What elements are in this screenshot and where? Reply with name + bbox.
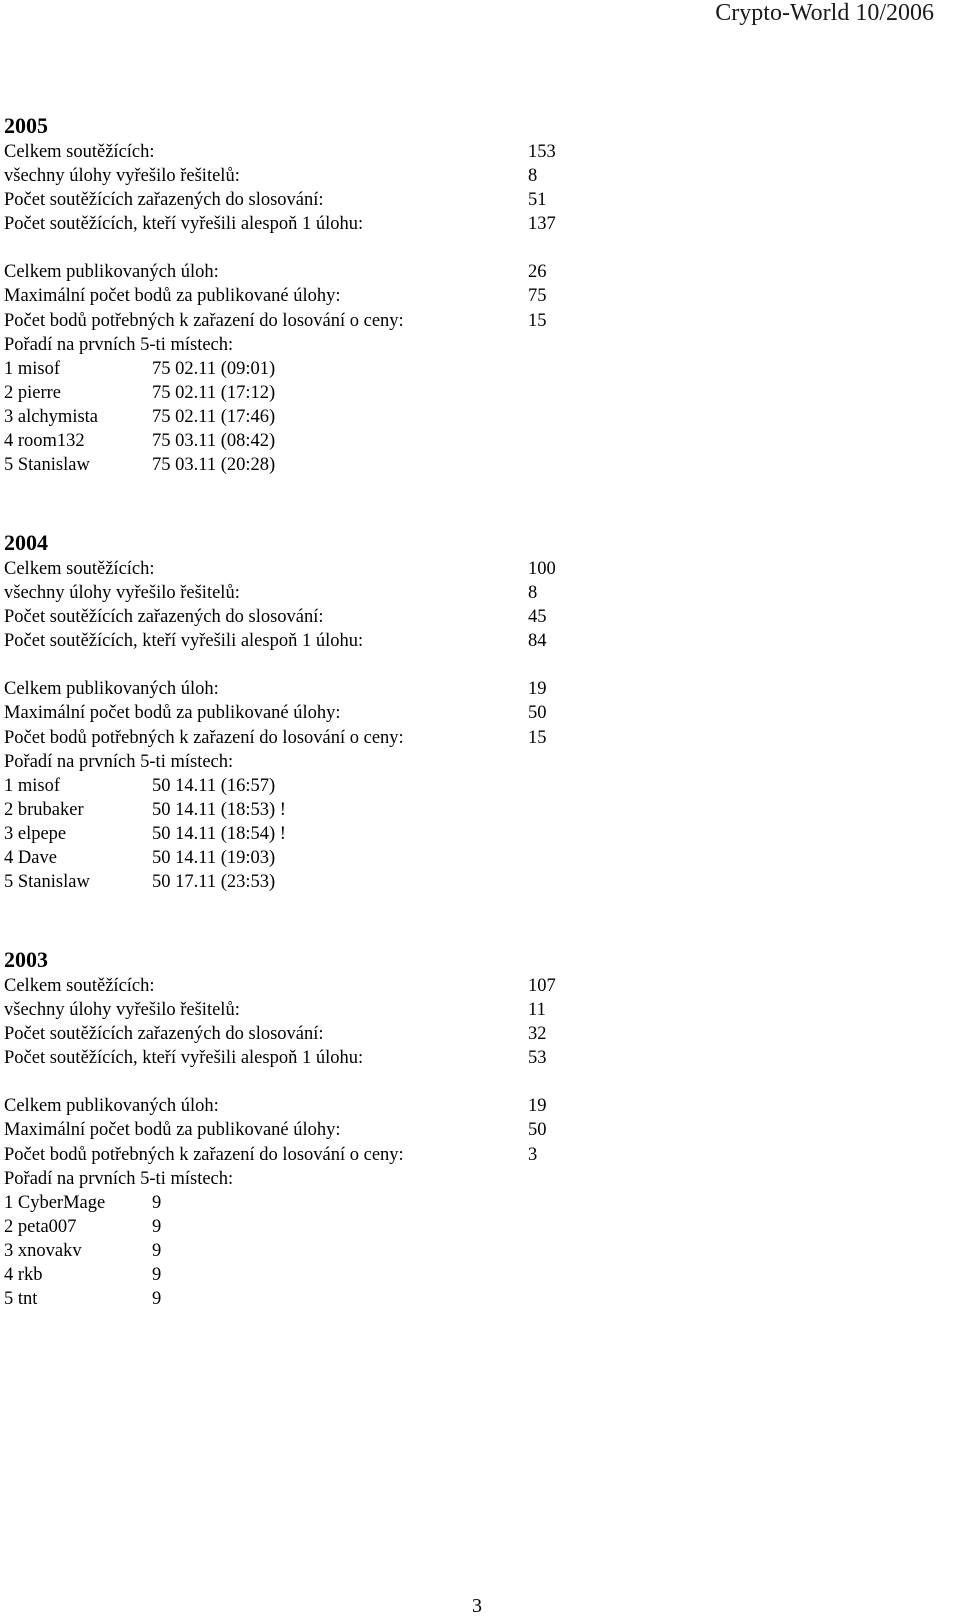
stat-value: 26 [528,262,547,283]
ranking-result: 9 [152,1240,162,1261]
stat-label: Počet soutěžících zařazených do slosování: [4,1024,324,1045]
stat-label: Maximální počet bodů za publikované úlohy: [4,703,341,724]
stat-value: 75 [528,286,547,307]
stat-label: Počet soutěžících, kteří vyřešili alespoň 1 úlohu: [4,631,364,652]
ranking-name: 1 misof [4,775,61,796]
ranking-row [4,870,564,894]
ranking-name: 4 rkb [4,1265,43,1286]
stat-row [4,998,564,1022]
stat-value: 15 [528,310,547,331]
ranking-result: 50 14.11 (19:03) [152,848,276,869]
ranking-row [4,1287,564,1311]
stat-row [4,284,564,308]
stat-row [4,557,564,581]
stat-value: 50 [528,703,547,724]
ranking-row [4,1191,564,1215]
stat-label: Celkem soutěžících: [4,559,155,579]
stat-label: Celkem publikovaných úloh: [4,679,219,700]
stat-row [4,629,564,653]
stat-label: Počet soutěžících, kteří vyřešili alespoň 1 úlohu: [4,214,364,235]
ranking-result: 9 [152,1265,162,1286]
stat-row [4,1143,564,1167]
spacer [4,1070,564,1094]
stat-row [4,164,564,188]
ranking-row [4,453,564,477]
ranking-title: Pořadí na prvních 5-ti místech: [4,1168,234,1189]
ranking-name: 5 tnt [4,1289,38,1310]
ranking-row [4,774,564,798]
stat-row [4,677,564,701]
stat-row [4,974,564,998]
stat-value: 8 [528,583,538,604]
stat-row [4,701,564,725]
ranking-name: 2 peta007 [4,1216,77,1237]
ranking-result: 50 14.11 (18:53) ! [152,799,286,820]
ranking-result: 75 02.11 (17:46) [152,406,276,427]
ranking-name: 5 Stanislaw [4,455,90,476]
stat-label: Počet soutěžících, kteří vyřešili alespoň 1 úlohu: [4,1048,364,1069]
ranking-result: 75 03.11 (20:28) [152,455,276,476]
stat-label: Počet bodů potřebných k zařazení do losování o ceny: [4,1144,404,1165]
ranking-result: 50 17.11 (23:53) [152,872,276,893]
stat-row [4,1022,564,1046]
results-2004 [4,530,564,894]
stat-label: Počet soutěžících zařazených do slosování: [4,190,324,211]
stat-label: všechny úlohy vyřešilo řešitelů: [4,1000,240,1021]
ranking-name: 5 Stanislaw [4,872,90,893]
stat-value: 51 [528,190,547,211]
stat-value: 107 [528,976,556,996]
ranking-row [4,1239,564,1263]
stat-label: všechny úlohy vyřešilo řešitelů: [4,166,240,187]
page-number: 3 [472,1595,482,1617]
stat-label: Počet soutěžících zařazených do slosování: [4,607,324,628]
year-heading: 2005 [4,113,48,138]
stat-label: Maximální počet bodů za publikované úlohy: [4,286,341,307]
stat-label: Celkem publikovaných úloh: [4,262,219,283]
ranking-result: 50 14.11 (16:57) [152,775,276,796]
stat-value: 11 [528,1000,546,1021]
stat-value: 19 [528,679,547,700]
ranking-name: 1 CyberMage [4,1192,106,1213]
ranking-result: 75 02.11 (17:12) [152,382,276,403]
running-header: Crypto-World 10/2006 [715,0,934,26]
ranking-title: Pořadí na prvních 5-ti místech: [4,751,234,772]
stat-value: 153 [528,142,556,162]
stat-row [4,212,564,236]
ranking-result: 50 14.11 (18:54) ! [152,823,286,844]
ranking-result: 9 [152,1289,162,1310]
ranking-title: Pořadí na prvních 5-ti místech: [4,334,234,355]
ranking-row [4,357,564,381]
ranking-row [4,822,564,846]
ranking-result: 75 02.11 (09:01) [152,358,276,379]
stat-label: Celkem soutěžících: [4,976,155,996]
ranking-row [4,846,564,870]
year-heading: 2004 [4,530,48,555]
ranking-row [4,1263,564,1287]
ranking-row [4,429,564,453]
ranking-name: 4 room132 [4,431,85,452]
ranking-name: 4 Dave [4,848,57,869]
results-2005 [4,113,564,477]
stat-row [4,1118,564,1142]
ranking-row [4,798,564,822]
stat-value: 50 [528,1120,547,1141]
stat-label: Maximální počet bodů za publikované úlohy: [4,1120,341,1141]
stat-value: 15 [528,727,547,748]
stat-row [4,726,564,750]
stat-row [4,309,564,333]
ranking-result: 75 03.11 (08:42) [152,431,276,452]
ranking-name: 1 misof [4,358,61,379]
ranking-name: 3 alchymista [4,406,99,427]
spacer [4,653,564,677]
stat-value: 32 [528,1024,547,1045]
ranking-name: 3 elpepe [4,823,67,844]
stat-row [4,605,564,629]
ranking-name: 3 xnovakv [4,1240,82,1261]
stat-label: Počet bodů potřebných k zařazení do losování o ceny: [4,727,404,748]
stat-value: 3 [528,1144,538,1165]
stat-row [4,581,564,605]
results-2003 [4,947,564,1311]
stat-label: všechny úlohy vyřešilo řešitelů: [4,583,240,604]
stat-row [4,1046,564,1070]
stat-value: 100 [528,559,556,579]
stat-value: 19 [528,1096,547,1117]
ranking-result: 9 [152,1216,162,1237]
stat-row [4,188,564,212]
stat-row [4,260,564,284]
stat-row [4,140,564,164]
year-heading: 2003 [4,947,48,972]
stat-value: 137 [528,214,556,235]
stat-label: Počet bodů potřebných k zařazení do losování o ceny: [4,310,404,331]
ranking-name: 2 pierre [4,382,62,403]
stat-label: Celkem publikovaných úloh: [4,1096,219,1117]
stat-value: 53 [528,1048,547,1069]
stat-label: Celkem soutěžících: [4,142,155,162]
ranking-row [4,1215,564,1239]
stat-value: 45 [528,607,547,628]
stat-value: 84 [528,631,547,652]
ranking-result: 9 [152,1192,162,1213]
stat-value: 8 [528,166,538,187]
ranking-row [4,405,564,429]
spacer [4,236,564,260]
ranking-row [4,381,564,405]
stat-row [4,1094,564,1118]
ranking-name: 2 brubaker [4,799,84,820]
